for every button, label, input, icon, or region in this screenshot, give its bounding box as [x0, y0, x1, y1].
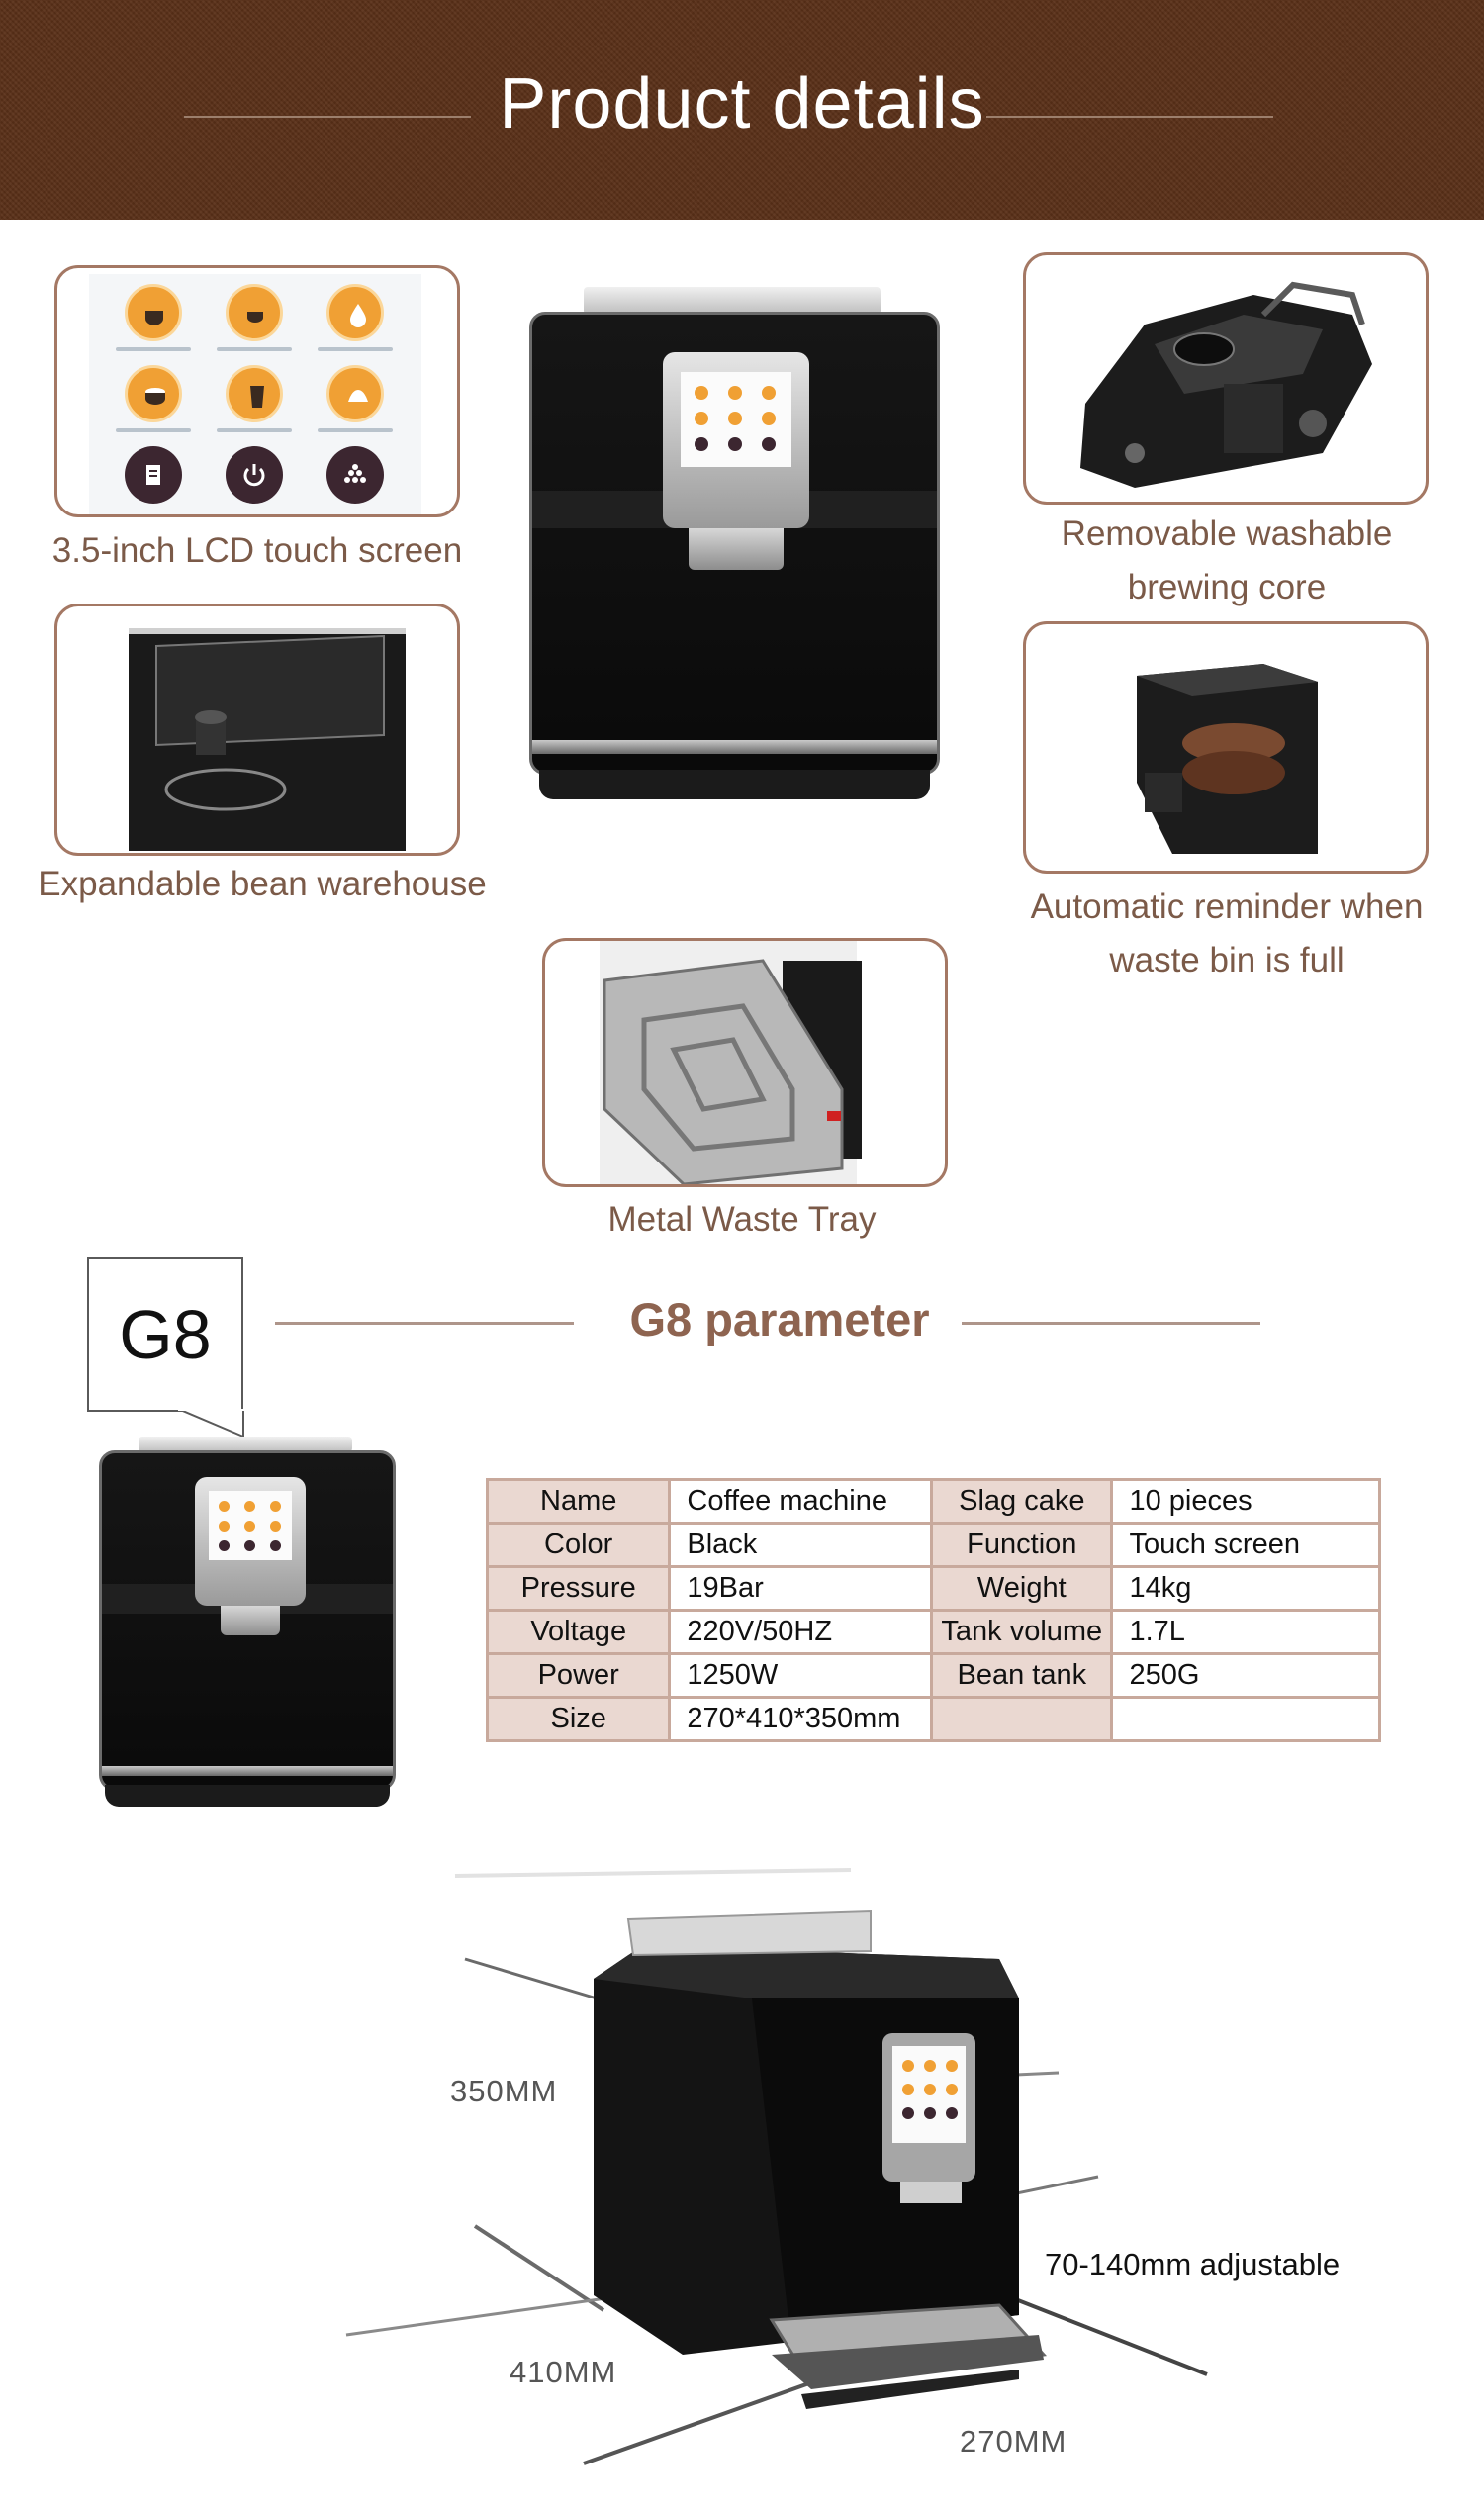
- icon-label-bar: [217, 347, 292, 351]
- spec-key: Tank volume: [932, 1611, 1112, 1654]
- dimension-depth-label: 410MM: [510, 2355, 617, 2389]
- spec-value: 1.7L: [1112, 1611, 1380, 1654]
- document-icon: [125, 446, 182, 504]
- coffee-beans-icon: [326, 446, 384, 504]
- bean-hopper-illustration: [57, 606, 457, 853]
- spec-value: 270*410*350mm: [670, 1698, 932, 1741]
- machine-body: [99, 1450, 396, 1791]
- machine-control-panel: [195, 1477, 306, 1606]
- brewing-core-caption-line2: brewing core: [1127, 568, 1327, 606]
- metal-waste-tray-caption: Metal Waste Tray: [607, 1200, 877, 1239]
- machine-body: [529, 312, 940, 775]
- spec-value: 1250W: [670, 1654, 932, 1698]
- americano-cup-icon: [125, 365, 182, 422]
- machine-lcd-screen: [681, 372, 791, 467]
- power-icon: [226, 446, 283, 504]
- model-label: G8: [119, 1296, 212, 1373]
- param-title: G8 parameter: [629, 1293, 930, 1346]
- coffee-machine-small-photo: [99, 1437, 396, 1818]
- machine-lid: [584, 287, 881, 315]
- spec-value: 10 pieces: [1112, 1480, 1380, 1524]
- spec-key: Bean tank: [932, 1654, 1112, 1698]
- machine-control-panel: [663, 352, 809, 528]
- brewing-core-photo: [1023, 252, 1429, 505]
- spec-key: Slag cake: [932, 1480, 1112, 1524]
- icon-label-bar: [318, 428, 393, 432]
- icon-label-bar: [217, 428, 292, 432]
- metal-waste-tray-photo: [542, 938, 948, 1187]
- icon-label-bar: [116, 428, 191, 432]
- spec-key: Name: [488, 1480, 670, 1524]
- machine-lcd-screen: [209, 1491, 292, 1560]
- spec-value: 250G: [1112, 1654, 1380, 1698]
- spec-key: Function: [932, 1524, 1112, 1567]
- waste-bin-photo: [1023, 621, 1429, 874]
- bean-warehouse-photo: [54, 604, 460, 856]
- header-banner: [0, 0, 1484, 220]
- machine-base: [539, 770, 930, 799]
- dimension-guide-line: [455, 1870, 851, 1876]
- table-row: [488, 1524, 1380, 1567]
- metal-tray-illustration: [545, 941, 945, 1184]
- milk-foam-icon: [326, 365, 384, 422]
- table-row: [488, 1654, 1380, 1698]
- spec-value: 19Bar: [670, 1567, 932, 1611]
- spec-value: Coffee machine: [670, 1480, 932, 1524]
- spec-key: Color: [488, 1524, 670, 1567]
- waste-bin-illustration: [1026, 624, 1426, 871]
- dimension-illustration: [0, 1860, 1484, 2509]
- spec-value: Touch screen: [1112, 1524, 1380, 1567]
- dimension-width-label: 270MM: [960, 2424, 1067, 2459]
- icon-label-bar: [318, 347, 393, 351]
- lcd-touch-screen-photo: [54, 265, 460, 517]
- spout-adjustable-label: 70-140mm adjustable: [1045, 2247, 1341, 2281]
- brewing-core-caption-line1: Removable washable: [1061, 514, 1393, 553]
- dimension-guide-line: [346, 2297, 613, 2335]
- table-row: [488, 1611, 1380, 1654]
- spec-key: Voltage: [488, 1611, 670, 1654]
- latte-glass-icon: [226, 365, 283, 422]
- lcd-touch-screen-caption: 3.5-inch LCD touch screen: [51, 531, 463, 570]
- dimension-guide-line: [465, 1959, 603, 2000]
- model-callout: [87, 1257, 243, 1412]
- machine-coffee-spout: [221, 1606, 280, 1635]
- table-row: [488, 1480, 1380, 1524]
- machine-drip-tray: [532, 740, 937, 754]
- machine-drip-tray: [102, 1766, 393, 1776]
- coffee-cup-icon: [125, 284, 182, 341]
- waste-bin-caption-line1: Automatic reminder when: [1030, 887, 1424, 926]
- dimension-height-label: 350MM: [450, 2074, 558, 2108]
- spec-table: [486, 1478, 1381, 1742]
- spec-key: [932, 1698, 1112, 1741]
- brewing-core-illustration: [1026, 255, 1426, 502]
- spec-key: Size: [488, 1698, 670, 1741]
- table-row: [488, 1567, 1380, 1611]
- waste-bin-caption-line2: waste bin is full: [1109, 941, 1345, 979]
- table-row: [488, 1698, 1380, 1741]
- machine-coffee-spout: [689, 528, 784, 570]
- spec-key: Weight: [932, 1567, 1112, 1611]
- spec-value: 220V/50HZ: [670, 1611, 932, 1654]
- water-drop-icon: [326, 284, 384, 341]
- spec-key: Power: [488, 1654, 670, 1698]
- coffee-machine-front-photo: [529, 287, 940, 821]
- machine-3d-lid: [628, 1911, 871, 1955]
- param-divider-right: [962, 1322, 1260, 1325]
- dimension-guide-line: [475, 2226, 603, 2310]
- espresso-cup-icon: [226, 284, 283, 341]
- header-divider-right: [986, 116, 1273, 118]
- callout-pointer: [178, 1409, 247, 1439]
- icon-label-bar: [116, 347, 191, 351]
- page-title: Product details: [499, 64, 985, 143]
- spec-key: Pressure: [488, 1567, 670, 1611]
- machine-3d-spout: [900, 2182, 962, 2203]
- spec-value: Black: [670, 1524, 932, 1567]
- bean-warehouse-caption: Expandable bean warehouse: [38, 865, 487, 903]
- spec-value: [1112, 1698, 1380, 1741]
- spec-value: 14kg: [1112, 1567, 1380, 1611]
- lcd-icon-grid: [89, 274, 421, 515]
- param-divider-left: [275, 1322, 574, 1325]
- machine-base: [105, 1785, 390, 1807]
